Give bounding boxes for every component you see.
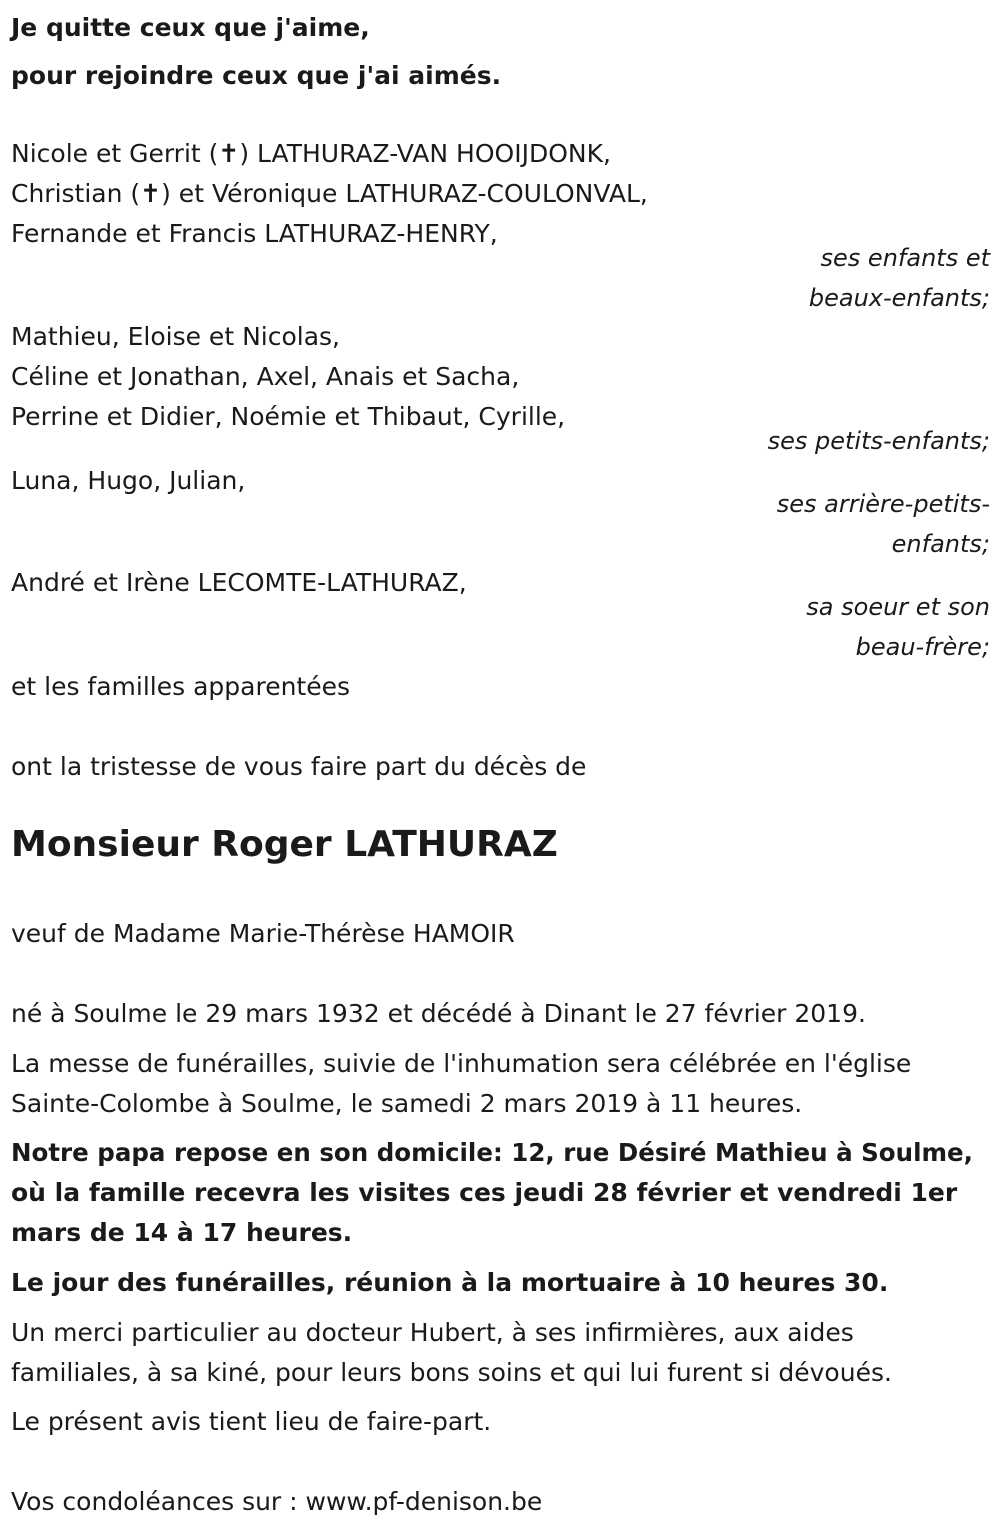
great-grandchildren-line: Luna, Hugo, Julian, <box>11 466 246 495</box>
announcement-line: ont la tristesse de vous faire part du décès de <box>11 752 587 781</box>
funeral-mass-line-1: La messe de funérailles, suivie de l'inhumation sera célébrée en l'église <box>11 1049 912 1078</box>
children-line-2: Christian (✝) et Véronique LATHURAZ-COULONVAL, <box>11 179 648 208</box>
children-line-3: Fernande et Francis LATHURAZ-HENRY, <box>11 219 498 248</box>
birth-death-line: né à Soulme le 29 mars 1932 et décédé à Dinant le 27 février 2019. <box>11 999 866 1028</box>
grandchildren-line-3: Perrine et Didier, Noémie et Thibaut, Cyrille, <box>11 402 566 431</box>
great-grandchildren-role-1: ses arrière-petits- <box>776 490 990 518</box>
condolences-line: Vos condoléances sur : www.pf-denison.be <box>11 1487 543 1516</box>
grandchildren-role: ses petits-enfants; <box>767 427 990 455</box>
sibling-line: André et Irène LECOMTE-LATHURAZ, <box>11 568 467 597</box>
children-line-1: Nicole et Gerrit (✝) LATHURAZ-VAN HOOIJDONK, <box>11 139 611 168</box>
grandchildren-line-1: Mathieu, Eloise et Nicolas, <box>11 322 340 351</box>
sibling-role-2: beau-frère; <box>855 633 990 661</box>
grandchildren-line-2: Céline et Jonathan, Axel, Anais et Sacha, <box>11 362 520 391</box>
children-role-1: ses enfants et <box>820 244 990 272</box>
sibling-role-1: sa soeur et son <box>806 593 990 621</box>
quote-line-2: pour rejoindre ceux que j'ai aimés. <box>11 61 502 90</box>
widower-line: veuf de Madame Marie-Thérèse HAMOIR <box>11 919 515 948</box>
visitation-line-2: où la famille recevra les visites ces jeudi 28 février et vendredi 1er <box>11 1178 958 1207</box>
thanks-line-2: familiales, à sa kiné, pour leurs bons soins et qui lui furent si dévoués. <box>11 1358 892 1387</box>
thanks-line-1: Un merci particulier au docteur Hubert, à ses infirmières, aux aides <box>11 1318 854 1347</box>
funeral-mass-line-2: Sainte-Colombe à Soulme, le samedi 2 mars 2019 à 11 heures. <box>11 1089 803 1118</box>
children-role-2: beaux-enfants; <box>808 284 990 312</box>
deceased-name: Monsieur Roger LATHURAZ <box>11 824 558 865</box>
notice-line: Le présent avis tient lieu de faire-part. <box>11 1407 492 1436</box>
great-grandchildren-role-2: enfants; <box>891 530 990 558</box>
visitation-line-3: mars de 14 à 17 heures. <box>11 1218 353 1247</box>
visitation-line-1: Notre papa repose en son domicile: 12, rue Désiré Mathieu à Soulme, <box>11 1138 973 1167</box>
quote-line-1: Je quitte ceux que j'aime, <box>11 13 370 42</box>
families-line: et les familles apparentées <box>11 672 351 701</box>
gathering-line: Le jour des funérailles, réunion à la mortuaire à 10 heures 30. <box>11 1268 889 1297</box>
